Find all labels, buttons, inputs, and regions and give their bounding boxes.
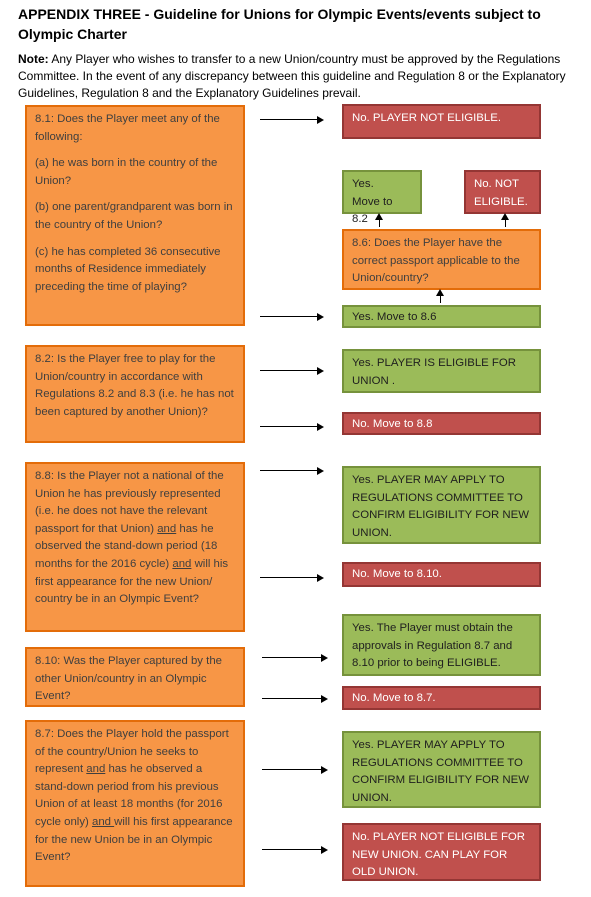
answer-approvals-required: Yes. The Player must obtain the approvals in Regulation 8.7 and 8.10 prior to being ELIGIBLE. bbox=[342, 614, 541, 676]
question-8-10: 8.10: Was the Player captured by the other Union/country in an Olympic Event? bbox=[25, 647, 245, 707]
answer-apply-regulations-committee-2: Yes. PLAYER MAY APPLY TO REGULATIONS COMMITTEE TO CONFIRM ELIGIBILITY FOR NEW UNION. bbox=[342, 731, 541, 808]
note-line-3: Guidelines, Regulation 8 and the Explanatory Guidelines prevail. bbox=[18, 86, 361, 100]
question-8-7-part-2: has he observed a stand-down period from his previous Union of at least 18 months (for 2016 cycle only) bbox=[35, 763, 223, 828]
arrow-8-7-yes bbox=[262, 769, 326, 770]
arrow-8-2-yes bbox=[260, 370, 322, 371]
question-8-8-part-3: will his first appearance for the new Union/ country be in an Olympic Event? bbox=[35, 557, 229, 606]
answer-eligible-for-union: Yes. PLAYER IS ELIGIBLE FOR UNION . bbox=[342, 349, 541, 393]
answer-not-eligible-new-union: No. PLAYER NOT ELIGIBLE FOR NEW UNION. CAN PLAY FOR OLD UNION. bbox=[342, 823, 541, 881]
question-8-7-part-3: will his first appearance for the new Union be in an Olympic Event? bbox=[35, 815, 233, 864]
question-8-1-intro: 8.1: Does the Player meet any of the following: bbox=[35, 113, 220, 143]
question-8-8-part-2: has he observed the stand-down period (18 months for the 2016 cycle) bbox=[35, 522, 218, 570]
page-title: APPENDIX THREE - Guideline for Unions for Olympic Events/events subject to Olympic Charter bbox=[18, 6, 541, 42]
answer-apply-regulations-committee-1: Yes. PLAYER MAY APPLY TO REGULATIONS COMMITTEE TO CONFIRM ELIGIBILITY FOR NEW UNION. bbox=[342, 466, 541, 544]
question-8-1-a: (a) he was born in the country of the Union? bbox=[35, 157, 218, 187]
question-8-7-and-1: and bbox=[86, 763, 106, 776]
answer-yes-move-8-6: Yes. Move to 8.6 bbox=[342, 305, 541, 328]
question-8-8 bbox=[25, 462, 245, 632]
arrow-8-10-yes bbox=[262, 657, 326, 658]
question-8-7-part-1: 8.7: Does the Player hold the passport of the country/Union he seeks to represent bbox=[35, 728, 229, 776]
note-line-2: Committee. In the event of any discrepancy between this guideline and Regulation 8 or the Explanatory bbox=[18, 69, 566, 83]
note bbox=[18, 51, 591, 102]
answer-no-move-8-8: No. Move to 8.8 bbox=[342, 412, 541, 435]
arrow-8-2-no bbox=[260, 426, 322, 427]
arrow-up-no-not-eligible bbox=[505, 216, 506, 227]
arrow-up-yes-8-2 bbox=[379, 216, 380, 227]
question-8-8-and-2: and bbox=[172, 557, 192, 570]
note-line-1: Any Player who wishes to transfer to a new Union/country must be approved by the Regulations bbox=[48, 52, 561, 66]
question-8-1-c: (c) he has completed 36 consecutive months of Residence immediately preceding the time of playing? bbox=[35, 245, 221, 293]
answer-no-move-8-10: No. Move to 8.10. bbox=[342, 562, 541, 587]
question-8-7 bbox=[25, 720, 245, 887]
question-8-1-b: (b) one parent/grandparent was born in the country of the Union? bbox=[35, 201, 233, 231]
arrow-8-7-no bbox=[262, 849, 326, 850]
answer-yes-move-8-2: Yes. Move to 8.2 bbox=[342, 170, 422, 214]
answer-no-move-8-7: No. Move to 8.7. bbox=[342, 686, 541, 710]
arrow-8-1-no bbox=[260, 119, 322, 120]
question-8-1 bbox=[25, 105, 245, 326]
arrow-up-8-6 bbox=[440, 292, 441, 303]
answer-no-not-eligible: No. NOT ELIGIBLE. bbox=[464, 170, 541, 214]
question-8-6: 8.6: Does the Player have the correct passport applicable to the Union/country? bbox=[342, 229, 541, 290]
question-8-8-and-1: and bbox=[157, 522, 177, 535]
note-label: Note: bbox=[18, 52, 49, 66]
arrow-8-8-yes bbox=[260, 470, 322, 471]
question-8-2: 8.2: Is the Player free to play for the Union/country in accordance with Regulations 8.2 and 8.3 (i.e. he has not been captured by another Union)? bbox=[25, 345, 245, 443]
question-8-7-and-2: and bbox=[91, 815, 115, 828]
answer-not-eligible: No. PLAYER NOT ELIGIBLE. bbox=[342, 104, 541, 139]
question-8-8-part-1: 8.8: Is the Player not a national of the Union he has previously represented (i.e. he does not have the relevant passport for that Union) bbox=[35, 470, 224, 535]
arrow-8-8-no bbox=[260, 577, 322, 578]
arrow-8-1-yes bbox=[260, 316, 322, 317]
arrow-8-10-no bbox=[262, 698, 326, 699]
